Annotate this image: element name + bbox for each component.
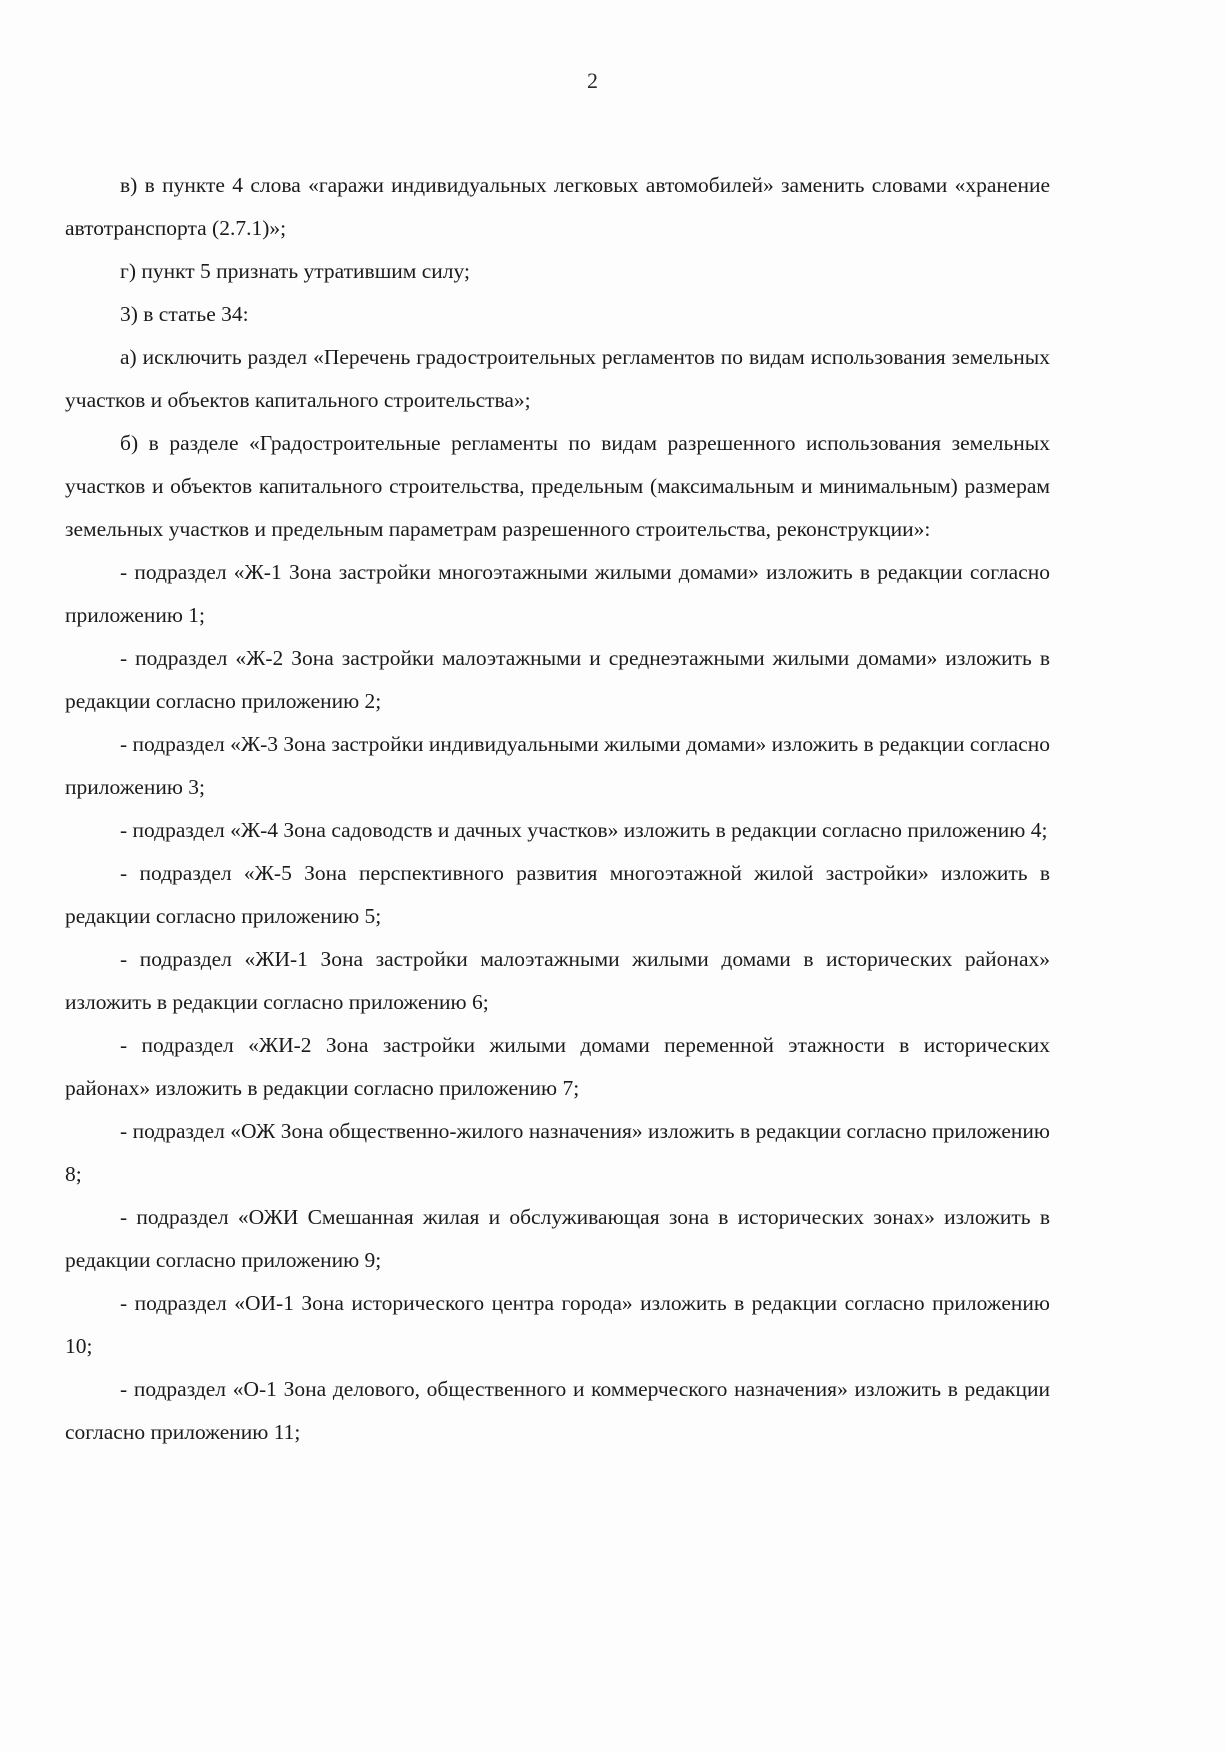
paragraph-item-g: г) пункт 5 признать утратившим силу; [120,259,470,283]
list-item-zh-5: - подраздел «Ж-5 Зона перспективного развития многоэтажной жилой застройки» изложить в редакции согласно приложению 5; [65,861,1050,928]
list-item-zh-4: - подраздел «Ж-4 Зона садоводств и дачных участков» изложить в редакции согласно приложению 4; [120,818,1048,842]
list-item-o-1: - подраздел «О-1 Зона делового, общественного и коммерческого назначения» изложить в редакции согласно приложению 11; [65,1377,1050,1444]
list-item-zhi-1: - подраздел «ЖИ-1 Зона застройки малоэтажными жилыми домами в исторических районах» изложить в редакции согласно приложению 6; [65,947,1050,1014]
paragraph-article-34: 3) в статье 34: [120,302,249,326]
document-body [65,164,1050,1454]
list-item-zhi-2: - подраздел «ЖИ-2 Зона застройки жилыми домами переменной этажности в исторических районах» изложить в редакции согласно приложению 7; [65,1033,1050,1100]
list-item-zh-3: - подраздел «Ж-3 Зона застройки индивидуальными жилыми домами» изложить в редакции согласно приложению 3; [65,732,1050,799]
list-item-zh-2: - подраздел «Ж-2 Зона застройки малоэтажными и среднеэтажными жилыми домами» изложить в редакции согласно приложению 2; [65,646,1050,713]
paragraph-item-v: в) в пункте 4 слова «гаражи индивидуальных легковых автомобилей» заменить словами «хранение автотранспорта (2.7.1)»; [65,173,1050,240]
list-item-zh-1: - подраздел «Ж-1 Зона застройки многоэтажными жилыми домами» изложить в редакции согласно приложению 1; [65,560,1050,627]
paragraph-item-a: а) исключить раздел «Перечень градостроительных регламентов по видам использования земельных участков и объектов капитального строительства»; [65,345,1050,412]
list-item-oi-1: - подраздел «ОИ-1 Зона исторического центра города» изложить в редакции согласно приложению 10; [65,1291,1050,1358]
paragraph-item-b: б) в разделе «Градостроительные регламенты по видам разрешенного использования земельных участков и объектов капитального строительства, предельным (максимальным и минимальным) размерам земельных участков и предельным параметрам разрешенного строительства, реконструкции»: [65,431,1050,541]
list-item-ozhi: - подраздел «ОЖИ Смешанная жилая и обслуживающая зона в исторических зонах» изложить в редакции согласно приложению 9; [65,1205,1050,1272]
page-number: 2 [587,68,598,93]
list-item-ozh: - подраздел «ОЖ Зона общественно-жилого назначения» изложить в редакции согласно приложению 8; [65,1119,1050,1186]
